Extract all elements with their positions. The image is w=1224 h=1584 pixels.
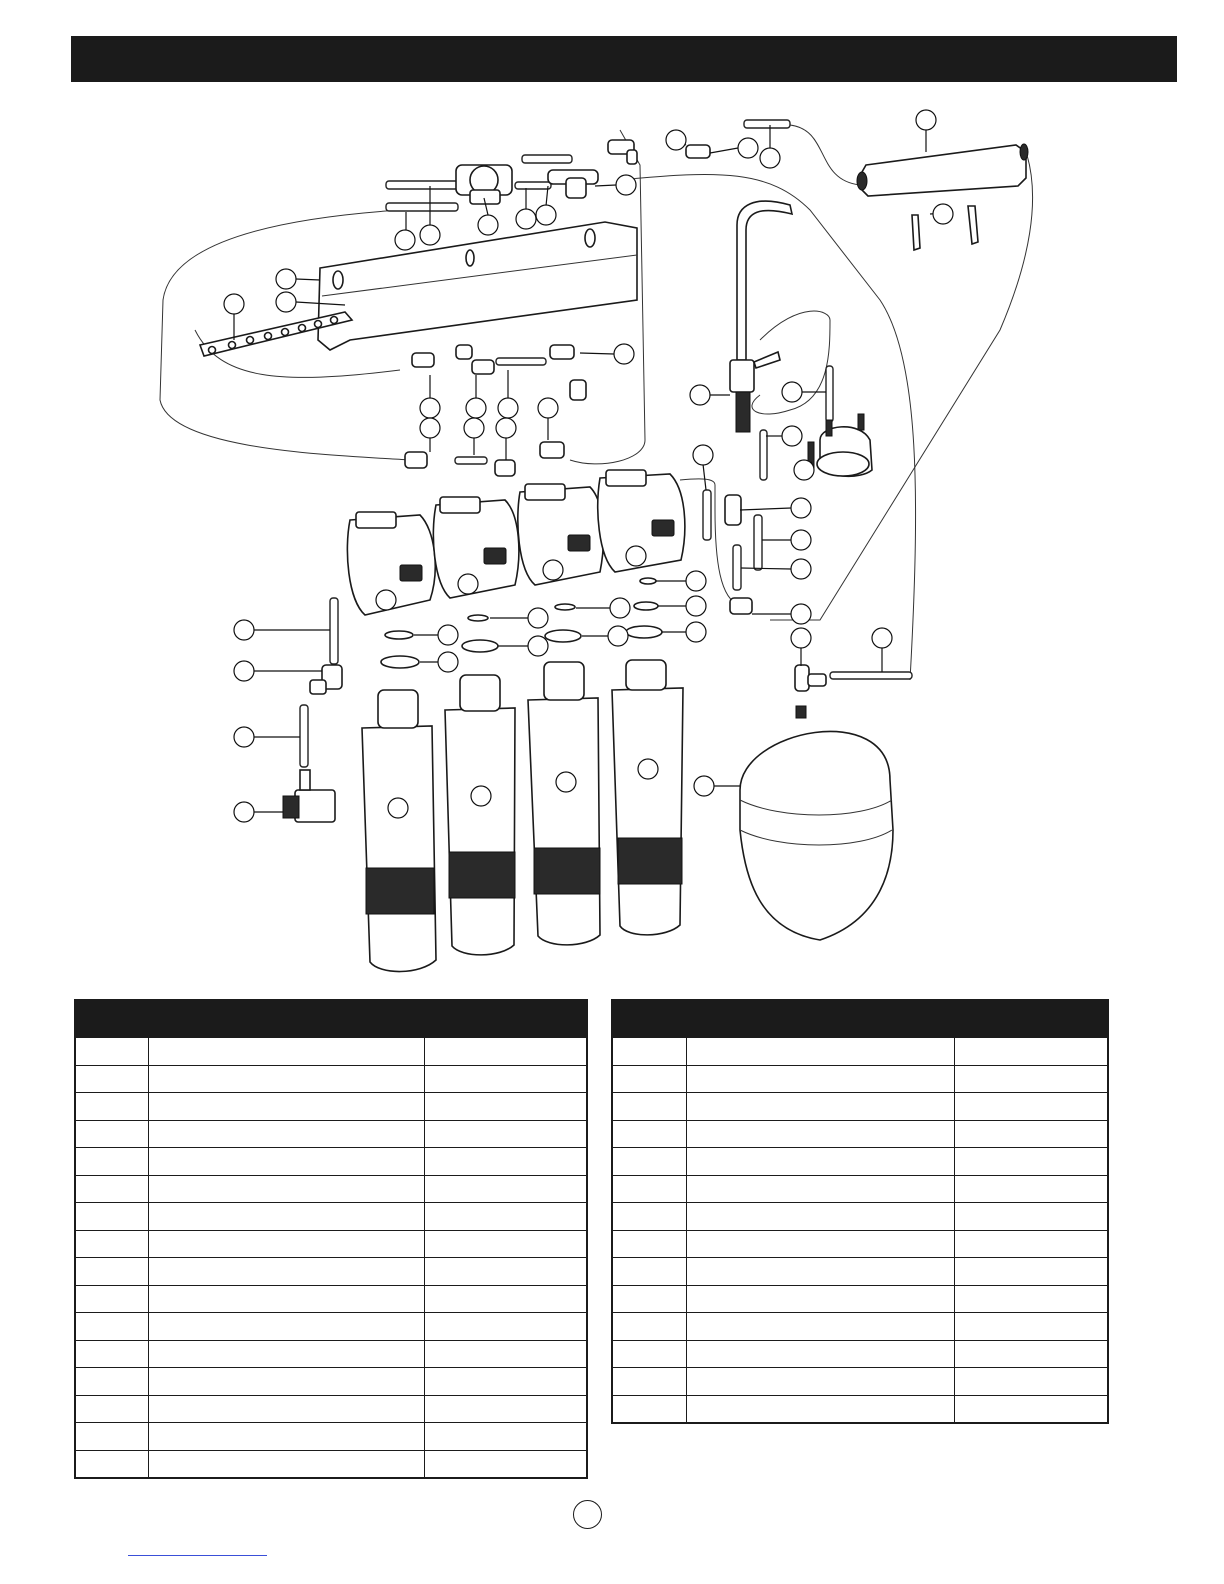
table-row <box>75 1230 587 1258</box>
table-row <box>75 1065 587 1093</box>
col-header <box>148 1000 424 1037</box>
table-header-row <box>75 1000 587 1037</box>
table-row <box>612 1340 1108 1368</box>
table-row <box>612 1230 1108 1258</box>
footer-link[interactable] <box>128 1555 267 1556</box>
col-header <box>686 1000 954 1037</box>
saddle-valve <box>808 414 872 476</box>
table-row <box>612 1093 1108 1121</box>
cartridge-1 <box>362 690 436 972</box>
page-number-circle <box>573 1500 602 1529</box>
table-row <box>612 1065 1108 1093</box>
storage-tank <box>740 706 893 940</box>
cartridge-3 <box>528 662 600 945</box>
table-row <box>75 1037 587 1065</box>
table-row <box>75 1285 587 1313</box>
inline-post-filter <box>857 144 1028 196</box>
table-row <box>75 1395 587 1423</box>
table-row <box>75 1368 587 1396</box>
inlet-parts <box>283 598 342 822</box>
table-row <box>612 1148 1108 1176</box>
table-row <box>612 1395 1108 1423</box>
table-row <box>75 1258 587 1286</box>
table-row <box>75 1148 587 1176</box>
table-row <box>75 1450 587 1478</box>
table-row <box>612 1368 1108 1396</box>
col-header <box>424 1000 587 1037</box>
table-row <box>612 1203 1108 1231</box>
table-row <box>75 1203 587 1231</box>
cartridge-2 <box>445 675 515 955</box>
table-row <box>75 1313 587 1341</box>
table-row <box>612 1175 1108 1203</box>
top-tubes <box>386 120 790 211</box>
table-row <box>75 1093 587 1121</box>
col-header <box>954 1000 1108 1037</box>
right-fittings <box>703 490 912 691</box>
table-row <box>612 1258 1108 1286</box>
table-row <box>612 1313 1108 1341</box>
table-row <box>75 1120 587 1148</box>
col-header <box>612 1000 686 1037</box>
table-row <box>612 1037 1108 1065</box>
col-header <box>75 1000 148 1037</box>
mounting-bracket <box>318 222 637 350</box>
cartridge-4 <box>612 660 683 935</box>
parts-table-left <box>74 999 588 1479</box>
faucet <box>730 201 833 480</box>
filter-cartridges <box>362 660 683 972</box>
table-row <box>75 1423 587 1451</box>
routing-tubes <box>160 125 1033 680</box>
table-row <box>612 1120 1108 1148</box>
filter-heads <box>347 470 684 615</box>
table-row <box>612 1285 1108 1313</box>
parts-table-right <box>611 999 1109 1424</box>
table-row <box>75 1340 587 1368</box>
table-row <box>75 1175 587 1203</box>
table-header-row <box>612 1000 1108 1037</box>
